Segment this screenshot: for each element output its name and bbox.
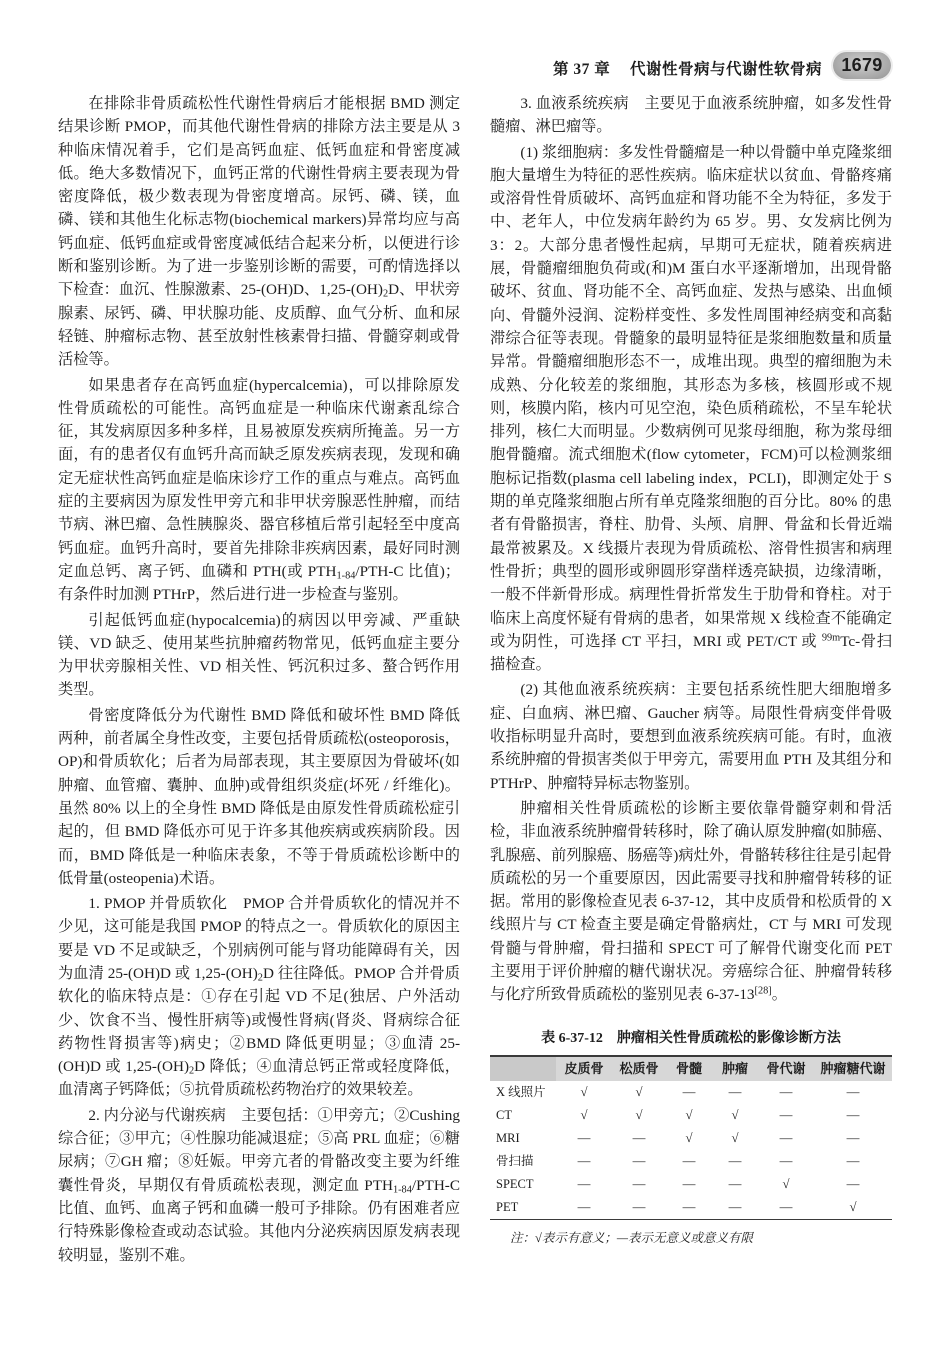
row-label: CT	[496, 1107, 512, 1122]
row-label: X 线照片	[496, 1084, 546, 1099]
table-cell: —	[779, 1130, 793, 1145]
running-header	[548, 52, 893, 80]
table-cell: —	[577, 1153, 591, 1168]
table-caption	[490, 1029, 892, 1049]
row-label: PET	[496, 1199, 519, 1214]
table-column-header: 骨髓	[675, 1060, 702, 1076]
table-cell: √	[580, 1084, 588, 1099]
left-text-column	[58, 92, 460, 1269]
table-cell: —	[846, 1084, 860, 1099]
table-number: 表 6-37-12	[541, 1030, 603, 1046]
table-cell: √	[782, 1176, 790, 1191]
table-cell: —	[779, 1084, 793, 1099]
table-cell: —	[846, 1176, 860, 1191]
table-header-row	[490, 1056, 892, 1081]
table-cell: —	[632, 1153, 646, 1168]
table-row	[490, 1081, 892, 1104]
table-cell: √	[635, 1107, 643, 1122]
table-title: 肿瘤相关性骨质疏松的影像诊断方法	[616, 1030, 841, 1046]
paragraph-bmd-reduction: 骨密度降低分为代谢性 BMD 降低和破坏性 BMD 降低两种，前者属全身性改变，主要包括骨质疏松(osteoporosis，OP)和骨质软化；后者为局部表现，其主要原因为骨破坏(如肿瘤、血管瘤、囊肿、血肿)或骨组织炎症(坏死 / 纤维化)。虽然 80% 以上的全身性 BMD 降低是由原发性骨质疏松症引起的，但 BMD 降低亦可见于许多其他疾病或疾病阶段。因而，BMD 降低是一种临床表象，不等于骨质疏松诊断中的低骨量(osteopenia)术语。	[58, 706, 460, 887]
paragraph-hypercalcemia: 如果患者存在高钙血症(hypercalcemia)，可以排除原发性骨质疏松的可能性。高钙血症是一种临床代谢紊乱综合征，其发病原因多种多样，且易被原发疾病所掩盖。另一方面，有的患者仅有血钙升高而缺乏原发疾病表现，发现和确定无症状性高钙血症是临床诊疗工作的重点与难点。高钙血症的主要病因为原发性甲旁亢和非甲状旁腺恶性肿瘤，而结节病、淋巴瘤、急性胰腺炎、器官移植后常引起轻至中度高钙血症。血钙升高时，要首先排除非疾病因素，最好同时测定血总钙、离子钙、血磷和 PTH(或 $PTH_{1-84}/PTH-C$ 比值)；有条件时加测 PTHrP，然后进行进一步检查与鉴别。	[58, 376, 460, 604]
superscript: [28]	[754, 985, 772, 997]
table-cell: —	[728, 1084, 742, 1099]
subscript: 1-84	[336, 570, 356, 582]
table-row	[490, 1127, 892, 1150]
table-cell: —	[682, 1084, 696, 1099]
table-cell: √	[685, 1130, 693, 1145]
table-cell: —	[632, 1176, 646, 1191]
row-label: 骨扫描	[496, 1153, 534, 1168]
table-cell: —	[682, 1153, 696, 1168]
page-number-badge: 1679	[833, 52, 891, 79]
paragraph-hematologic-intro: 3. 血液系统疾病 主要见于血液系统肿瘤，如多发性骨髓瘤、淋巴瘤等。	[490, 95, 892, 136]
table-corner-cell	[490, 1056, 556, 1081]
subscript: 2	[257, 972, 263, 984]
row-label: MRI	[496, 1130, 520, 1145]
subscript: 1-84	[392, 1184, 412, 1196]
table-cell: √	[849, 1199, 857, 1214]
table-column-header: 松质骨	[619, 1060, 659, 1076]
table-cell: —	[779, 1107, 793, 1122]
table-cell: —	[779, 1153, 793, 1168]
table-row	[490, 1150, 892, 1173]
table-column-header: 肿瘤糖代谢	[820, 1060, 886, 1076]
table-cell: —	[779, 1199, 793, 1214]
table-cell: —	[632, 1199, 646, 1214]
paragraph-hypocalcemia: 引起低钙血症(hypocalcemia)的病因以甲旁减、严重缺镁、VD 缺乏、使用某些抗肿瘤药物常见，低钙血症主要分为甲状旁腺相关性、VD 相关性、钙沉积过多、螯合钙作用类型。	[58, 611, 460, 699]
table-cell: √	[580, 1107, 588, 1122]
row-label: SPECT	[496, 1176, 534, 1191]
paragraph-bmd-exclusion: 在排除非骨质疏松性代谢性骨病后才能根据 BMD 测定结果诊断 PMOP，而其他代谢性骨病的排除方法主要是从 3 种临床情况着手，它们是高钙血症、低钙血症和骨密度减低。绝大多数情况下，血钙正常的代谢性骨病主要表现为骨密度降低，极少数表现为骨密度增高。尿钙、磷、镁，血磷、镁和其他生化标志物(biochemical markers)异常均应与高钙血症、低钙血症或骨密度减低结合起来分析，以便进行诊断和鉴别诊断。为了进一步鉴别诊断的需要，可酌情选择以下检查：血沉、性腺激素、25-(OH)D、$1,25-(OH)_2D$、甲状旁腺素、尿钙、磷、甲状腺功能、皮质醇、血气分析、血和尿轻链、肿瘤标志物、甚至放射性核素骨扫描、骨髓穿刺或骨活检等。	[58, 95, 461, 369]
table-cell: √	[731, 1107, 739, 1122]
table-cell: —	[577, 1176, 591, 1191]
paragraph-pmop-osteomalacia: 1. PMOP 并骨质软化 PMOP 合并骨质软化的情况并不少见，这可能是我国 PMOP 的特点之一。骨质软化的原因主要是 VD 不足或缺乏，个别病例可能与肾功能障碍有关，因为血清 25-(OH)D 或 $1,25-(OH)_2D$ 往往降低。PMOP 合并骨质软化的临床特点是：①存在引起 VD 不足(独居、户外活动少、饮食不当、慢性肝病等)或慢性肾病(肾炎、肾病综合征药物性肾损害等)病史；②BMD 降低更明显；③血清 25-(OH)D 或 $1,25-(OH)_2D$ 降低；④血清总钙正常或轻度降低，血清离子钙降低；⑤抗骨质疏松药物治疗的效果较差。	[58, 895, 460, 1099]
superscript: 99m	[821, 632, 841, 644]
table-body	[490, 1081, 892, 1220]
table-cell: —	[728, 1199, 742, 1214]
table-cell: —	[846, 1153, 860, 1168]
paragraph-tumor-osteoporosis: 肿瘤相关性骨质疏松的诊断主要依靠骨髓穿刺和骨活检，非血液系统肿瘤骨转移时，除了确认原发肿瘤(如肺癌、乳腺癌、前列腺癌、肠癌等)病灶外，骨骼转移往往是引起骨质疏松的另一个重要原因，因此需要寻找和肿瘤骨转移的证据。常用的影像检查见表 6-37-12，其中皮质骨和松质骨的 X 线照片与 CT 检查主要是确定骨骼病灶，CT 与 MRI 可发现骨髓与骨肿瘤，骨扫描和 SPECT 可了解骨代谢变化而 PET 主要用于评价肿瘤的糖代谢状况。旁癌综合征、肿瘤骨转移与化疗所致骨质疏松的鉴别见表 6-37-13[28]。	[490, 799, 892, 1004]
table-head	[490, 1056, 892, 1081]
table-cell: —	[577, 1199, 591, 1214]
chapter-number: 第 37 章	[553, 61, 611, 78]
table-note: 注：√表示有意义；—表示无意义或意义有限	[510, 1230, 753, 1245]
table-cell: —	[577, 1130, 591, 1145]
table-row	[490, 1196, 892, 1220]
paragraph-other-hematologic: (2) 其他血液系统疾病：主要包括系统性肥大细胞增多症、白血病、淋巴瘤、Gaucher 病等。局限性骨病变伴骨吸收指标明显升高时，要想到血液系统疾病可能。有时，血液系统肿瘤的骨损害类似于甲旁亢，需要用血 PTH 及其组分和 PTHrP、肿瘤特异标志物鉴别。	[490, 681, 892, 792]
paragraph-plasma-cell-disease: (1) 浆细胞病：多发性骨髓瘤是一种以骨髓中单克隆浆细胞大量增生为特征的恶性疾病。临床症状以贫血、骨骼疼痛或溶骨性骨质破坏、高钙血症和肾功能不全为特征，多发于中、老年人，中位发病年龄约为 65 岁。男、女发病比例为 3：2。大部分患者慢性起病，早期可无症状，随着疾病进展，骨髓瘤细胞负荷或(和)M 蛋白水平逐渐增加，出现骨骼破坏、贫血、肾功能不全、高钙血症、发热与感染、出血倾向、骨髓外浸润、淀粉样变性、多发性周围神经病变和高黏滞综合征等表现。骨髓象的最明显特征是浆细胞数量和质量异常。骨髓瘤细胞形态不一，成堆出现。典型的瘤细胞为未成熟、分化较差的浆细胞，其形态为多核，核圆形或不规则，核膜内陷，核内可见空泡，染色质稍疏松，不呈车轮状排列，核仁大而明显。少数病例可见浆母细胞，称为浆母细胞骨髓瘤。流式细胞术(flow cytometer，FCM)可以检测浆细胞标记指数(plasma cell labeling index，PCLI)，即测定处于 S 期的单克隆浆细胞占所有单克隆浆细胞的百分比。80% 的患者有骨骼损害，脊柱、肋骨、头颅、肩胛、骨盆和长骨近端最常被累及。X 线摄片表现为骨质疏松、溶骨性损害和病理性骨折；典型的圆形或卵圆形穿凿样透亮缺损，边缘清晰，一般不伴新骨形成。病理性骨折常发生于肋骨和脊柱。对于临床上高度怀疑有骨病的患者，如果常规 X 线检查不能确定或为阴性，可选择 CT 平扫，MRI 或 PET/CT 或 $^{99m}$Tc-骨扫描检查。	[490, 143, 892, 674]
table-cell: —	[728, 1176, 742, 1191]
imaging-methods-table	[490, 1055, 892, 1220]
subscript: 2	[382, 288, 389, 300]
right-text-column	[490, 92, 892, 1247]
paragraph-endocrine-metabolic: 2. 内分泌与代谢疾病 主要包括：①甲旁亢；②Cushing 综合征；③甲亢；④性腺功能减退症；⑤高 PRL 血症；⑥糖尿病；⑦GH 瘤；⑧妊娠。甲旁亢者的骨骼改变主要为纤维囊性骨炎，早期仅有骨质疏松表现，测定血 $PTH_{1-84}/PTH-C$ 比值、血钙、血离子钙和血磷一般可予排除。仍有困难者应行特殊影像检查或动态试验。其他内分泌疾病因原发病表现较明显，鉴别不难。	[58, 1106, 460, 1264]
table-cell: —	[682, 1176, 696, 1191]
table-cell: —	[846, 1107, 860, 1122]
table-cell: —	[846, 1130, 860, 1145]
table-cell: —	[632, 1130, 646, 1145]
table-column-header: 骨代谢	[766, 1060, 806, 1076]
subscript: 2	[189, 1065, 195, 1077]
table-cell: √	[731, 1130, 739, 1145]
table-cell: √	[635, 1084, 643, 1099]
table-cell: √	[685, 1107, 693, 1122]
chapter-title: 代谢性骨病与代谢性软骨病	[630, 61, 823, 78]
table-row	[490, 1104, 892, 1127]
table-cell: —	[728, 1153, 742, 1168]
table-cell: —	[682, 1199, 696, 1214]
table-column-header: 肿瘤	[721, 1060, 748, 1076]
table-column-header: 皮质骨	[564, 1060, 604, 1076]
table-row	[490, 1173, 892, 1196]
